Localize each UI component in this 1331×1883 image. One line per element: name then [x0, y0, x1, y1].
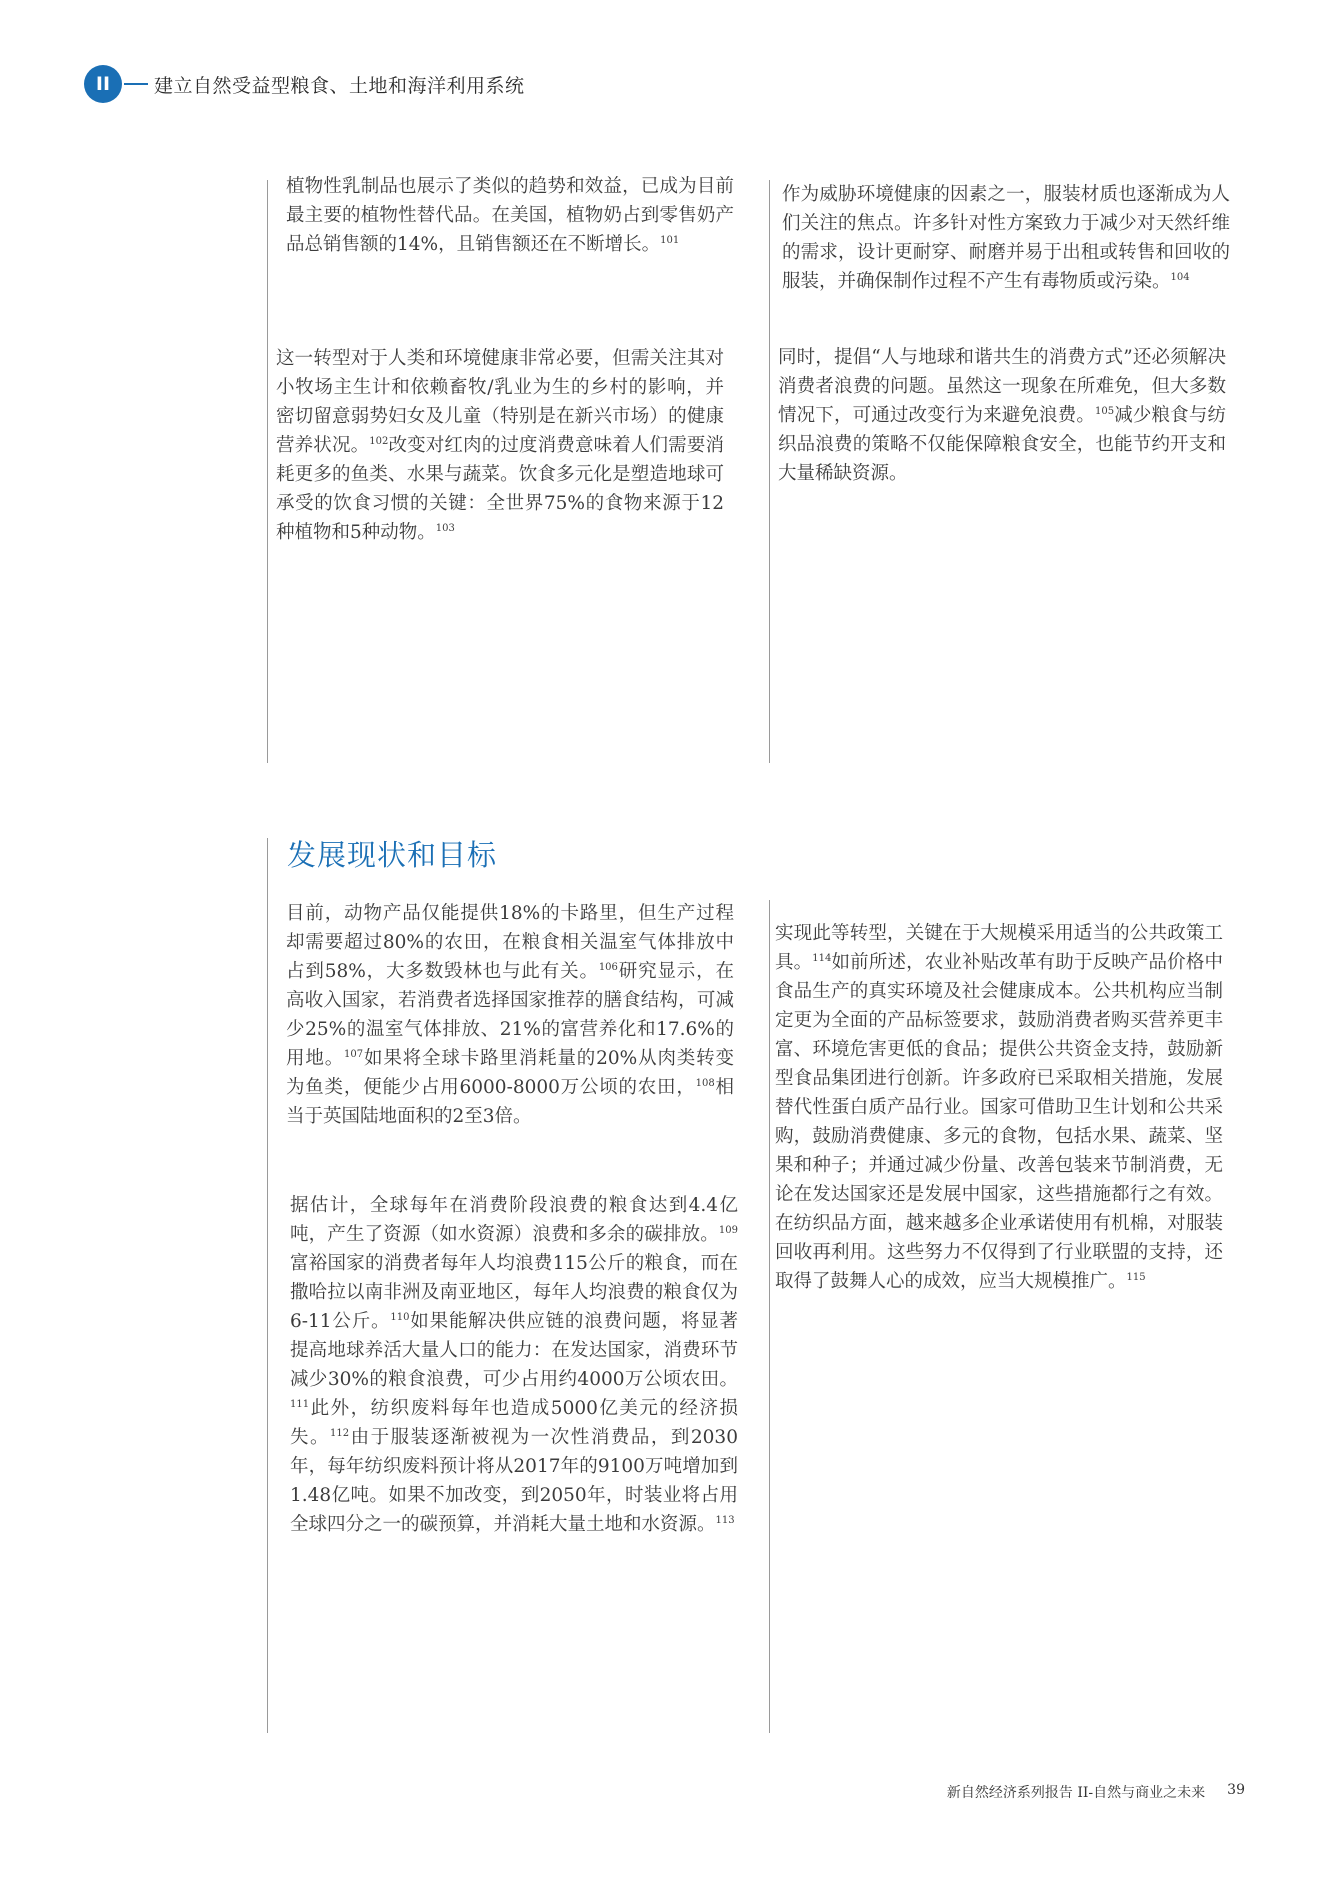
footnote-ref: 103 — [435, 522, 455, 534]
paragraph-animal-products: 目前，动物产品仅能提供18%的卡路里，但生产过程却需要超过80%的农田，在粮食相关温室气体排放中占到58%，大多数毁林也与此有关。$^{106}$研究显示，在高收入国家，若消费者选择国家推荐的膳食结构，可减少25%的温室气体排放、21%的富营养化和17.6%的用地。$^{107}$如果将全球卡路里消耗量的20%从肉类转变为鱼类，便能少占用6000-8000万公顷的农田，$^{108}$相当于英国陆地面积的2至3倍。 — [286, 903, 734, 1127]
footnote-ref: 107 — [344, 1048, 364, 1060]
chapter-badge: II — [84, 65, 122, 103]
footnote-ref: 110 — [390, 1311, 410, 1323]
left-column-rule-top — [267, 180, 268, 763]
footnote-ref: 105 — [1095, 405, 1115, 417]
footnote-ref: 109 — [718, 1224, 738, 1236]
footnote-ref: 108 — [695, 1077, 715, 1089]
page-header — [84, 64, 525, 104]
footnote-ref: 101 — [660, 234, 680, 246]
paragraph-clothing-materials: 作为威胁环境健康的因素之一，服装材质也逐渐成为人们关注的焦点。许多针对性方案致力于减少对天然纤维的需求，设计更耐穿、耐磨并易于出租或转售和回收的服装，并确保制作过程不产生有毒物质或污染。$^{104}$ — [782, 184, 1230, 292]
footnote-ref: 106 — [598, 961, 618, 973]
footnote-ref: 112 — [330, 1427, 350, 1439]
footnote-ref: 114 — [812, 952, 832, 964]
footnote-ref: 102 — [369, 435, 389, 447]
page-footer — [947, 1782, 1245, 1802]
left-column-rule-bottom — [267, 838, 268, 1733]
footnote-ref: 113 — [715, 1514, 735, 1526]
paragraph-public-policy: 实现此等转型，关键在于大规模采用适当的公共政策工具。$^{114}$如前所述，农业补贴改革有助于反映产品价格中食品生产的真实环境及社会健康成本。公共机构应当制定更为全面的产品标签要求，鼓励消费者购买营养更丰富、环境危害更低的食品；提供公共资金支持，鼓励新型食品集团进行创新。许多政府已采取相关措施，发展替代性蛋白质产品行业。国家可借助卫生计划和公共采购，鼓励消费健康、多元的食物，包括水果、蔬菜、坚果和种子；并通过减少份量、改善包装来节制消费，无论在发达国家还是发展中国家，这些措施都行之有效。在纺织品方面，越来越多企业承诺使用有机棉，对服装回收再利用。这些努力不仅得到了行业联盟的支持，还取得了鼓舞人心的成效，应当大规模推广。$^{115}$ — [775, 923, 1223, 1292]
section-title: 发展现状和目标 — [287, 838, 498, 872]
footnote-ref: 111 — [290, 1398, 310, 1410]
chapter-title: 建立自然受益型粮食、土地和海洋利用系统 — [154, 74, 525, 97]
header-divider — [124, 83, 148, 85]
report-title: 新自然经济系列报告 II-自然与商业之未来 — [946, 1785, 1206, 1801]
paragraph-transition-health: 这一转型对于人类和环境健康非常必要，但需关注其对小牧场主生计和依赖畜牧/乳业为生的乡村的影响，并密切留意弱势妇女及儿童（特别是在新兴市场）的健康营养状况。$^{102}$改变对红肉的过度消费意味着人们需要消耗更多的鱼类、水果与蔬菜。饮食多元化是塑造地球可承受的饮食习惯的关键：全世界75%的食物来源于12种植物和5种动物。$^{103}$ — [276, 348, 724, 543]
paragraph-plant-milk: 植物性乳制品也展示了类似的趋势和效益，已成为目前最主要的植物性替代品。在美国，植物奶占到零售奶产品总销售额的14%，且销售额还在不断增长。$^{101}$ — [286, 176, 734, 255]
footnote-ref: 104 — [1170, 271, 1190, 283]
paragraph-food-waste: 据估计，全球每年在消费阶段浪费的粮食达到4.4亿吨，产生了资源（如水资源）浪费和多余的碳排放。$^{109}$富裕国家的消费者每年人均浪费115公斤的粮食，而在撒哈拉以南非洲及南亚地区，每年人均浪费的粮食仅为6-11公斤。$^{110}$如果能解决供应链的浪费问题，将显著提高地球养活大量人口的能力：在发达国家，消费环节减少30%的粮食浪费，可少占用约4000万公顷农田。$^{111}$此外，纺织废料每年也造成5000亿美元的经济损失。$^{112}$由于服装逐渐被视为一次性消费品，到2030年，每年纺织废料预计将从2017年的9100万吨增加到1.48亿吨。如果不加改变，到2050年，时装业将占用全球四分之一的碳预算，并消耗大量土地和水资源。$^{113}$ — [290, 1195, 738, 1535]
page-number: 39 — [1227, 1782, 1245, 1798]
footnote-ref: 115 — [1126, 1271, 1146, 1283]
right-column-rule-top — [769, 180, 770, 763]
paragraph-consumer-waste: 同时，提倡“人与地球和谐共生的消费方式”还必须解决消费者浪费的问题。虽然这一现象在所难免，但大多数情况下，可通过改变行为来避免浪费。$^{105}$减少粮食与纺织品浪费的策略不仅能保障粮食安全，也能节约开支和大量稀缺资源。 — [778, 347, 1226, 484]
right-column-rule-bottom — [769, 900, 770, 1733]
